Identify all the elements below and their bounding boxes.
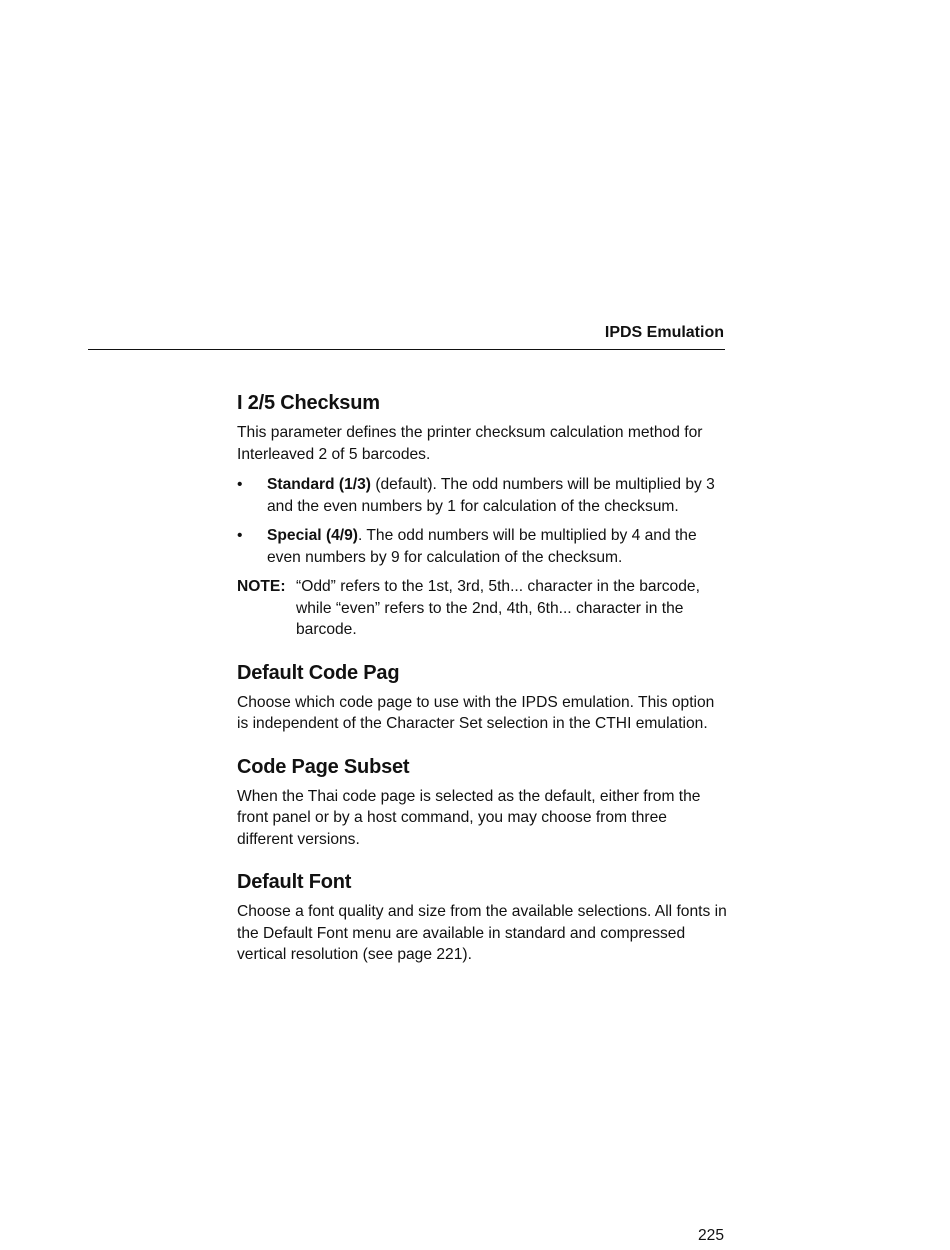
section-code-page-subset bbox=[237, 754, 727, 851]
section-default-font bbox=[237, 869, 727, 966]
section-heading: Default Font bbox=[237, 871, 352, 893]
section-i25-checksum bbox=[237, 390, 727, 641]
header-rule bbox=[88, 349, 725, 350]
note-label: NOTE: bbox=[237, 578, 286, 595]
section-heading: I 2/5 Checksum bbox=[237, 392, 380, 414]
page-content bbox=[237, 390, 727, 985]
bullet-icon: • bbox=[237, 476, 243, 493]
note-text: “Odd” refers to the 1st, 3rd, 5th... character in the barcode, while “even” refers to the 2nd, 4th, 6th... character in the barcode. bbox=[296, 578, 700, 638]
section-body: Choose a font quality and size from the available selections. All fonts in the Default Font menu are available in standard and compressed vertical resolution (see page 221). bbox=[237, 903, 727, 963]
option-description: . The odd numbers will be multiplied by 4 and the even numbers by 9 for calculation of the checksum. bbox=[267, 527, 697, 566]
list-item bbox=[237, 525, 727, 568]
running-header-title: IPDS Emulation bbox=[604, 324, 724, 341]
option-term: Special (4/9) bbox=[267, 527, 359, 544]
section-default-code-page bbox=[237, 660, 727, 735]
option-term: Standard (1/3) bbox=[267, 476, 371, 493]
page-number: 225 bbox=[697, 1227, 724, 1244]
option-description: (default). The odd numbers will be multiplied by 3 and the even numbers by 1 for calculation of the checksum. bbox=[267, 476, 715, 515]
section-heading: Default Code Pag bbox=[237, 661, 400, 684]
bullet-icon: • bbox=[237, 527, 243, 544]
list-item bbox=[237, 474, 727, 517]
section-heading: Code Page Subset bbox=[237, 755, 410, 778]
section-intro: This parameter defines the printer checksum calculation method for Interleaved 2 of 5 barcodes. bbox=[237, 424, 703, 463]
section-body: Choose which code page to use with the IPDS emulation. This option is independent of the Character Set selection in the CTHI emulation. bbox=[237, 693, 715, 732]
note-block bbox=[237, 576, 727, 641]
option-list bbox=[237, 474, 727, 568]
section-body: When the Thai code page is selected as the default, either from the front panel or by a host command, you may choose from three different versions. bbox=[237, 787, 701, 848]
